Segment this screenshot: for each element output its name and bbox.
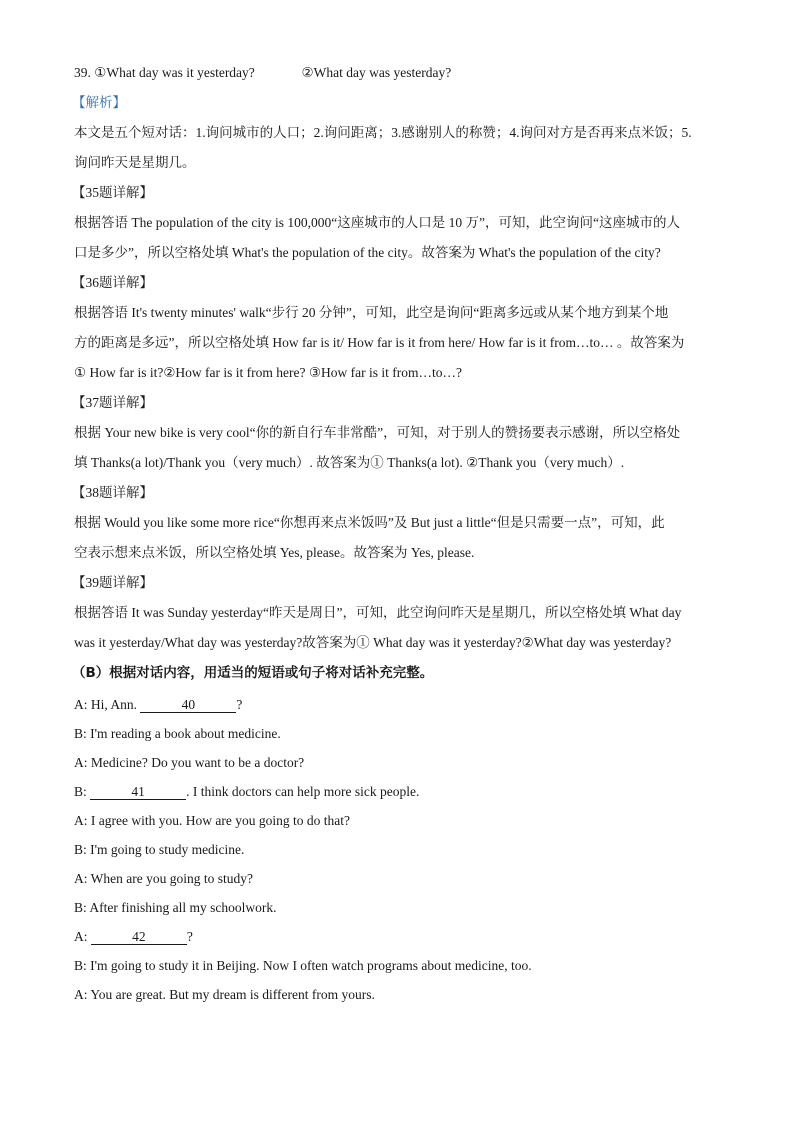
detail-39-line-1: 根据答语 It was Sunday yesterday“昨天是周日”，可知，此空询问昨天是星期几，所以空格处填 What day [74, 605, 682, 620]
summary-line-2: 询问昨天是星期几。 [74, 155, 196, 170]
detail-35-line-1: 根据答语 The population of the city is 100,000“这座城市的人口是 10 万”，可知，此空询问“这座城市的人 [74, 215, 680, 230]
answer-option-2: ②What day was yesterday? [301, 65, 452, 80]
analysis-label: 【解析】 [72, 95, 126, 110]
detail-37-line-1: 根据 Your new bike is very cool“你的新自行车非常酷”，可知，对于别人的赞扬要表示感谢，所以空格处 [74, 425, 681, 440]
blank-41: 41 [90, 784, 186, 800]
dialogue-line-2: B: I'm reading a book about medicine. [74, 726, 281, 741]
detail-38-heading: 【38题详解】 [72, 485, 153, 500]
detail-38-line-1: 根据 Would you like some more rice“你想再来点米饭吗”及 But just a little“但是只需要一点”，可知，此 [74, 515, 665, 530]
blank-42: 42 [91, 929, 187, 945]
dialogue-line-10: B: I'm going to study it in Beijing. Now I often watch programs about medicine, too. [74, 958, 532, 973]
summary-line-1: 本文是五个短对话：1.询问城市的人口；2.询问距离；3.感谢别人的称赞；4.询问对方是否再来点米饭；5. [74, 125, 692, 140]
detail-39-heading: 【39题详解】 [72, 575, 153, 590]
detail-36-line-3: ① How far is it?②How far is it from here? ③How far is it from…to…? [74, 365, 462, 380]
answer-option-1: ①What day was it yesterday? [94, 65, 255, 80]
dialogue-line-6: B: I'm going to study medicine. [74, 842, 245, 857]
dialogue-line-11: A: You are great. But my dream is different from yours. [74, 987, 375, 1002]
detail-37-heading: 【37题详解】 [72, 395, 153, 410]
detail-36-heading: 【36题详解】 [72, 275, 153, 290]
dialogue-line-7: A: When are you going to study? [74, 871, 253, 886]
question-number: 39. [74, 65, 91, 80]
detail-37-line-2: 填 Thanks(a lot)/Thank you（very much）. 故答案为① Thanks(a lot). ②Thank you（very much）. [74, 455, 625, 470]
dialogue-line-1: A: Hi, Ann. 40 ? [74, 697, 243, 712]
dialogue-line-5: A: I agree with you. How are you going to do that? [74, 813, 350, 828]
dialogue-line-8: B: After finishing all my schoolwork. [74, 900, 277, 915]
dialogue-line-9: A: 42 ? [74, 929, 193, 944]
detail-35-heading: 【35题详解】 [72, 185, 153, 200]
q39-answer-line [74, 64, 451, 82]
section-b-title: （B）根据对话内容，用适当的短语或句子将对话补充完整。 [72, 665, 434, 681]
detail-39-line-2: was it yesterday/What day was yesterday?故答案为① What day was it yesterday?②What day was yesterday? [74, 635, 672, 650]
detail-38-line-2: 空表示想来点米饭，所以空格处填 Yes, please。故答案为 Yes, please. [74, 545, 475, 560]
detail-36-line-2: 方的距离是多远”，所以空格处填 How far is it/ How far is it from here/ How far is it from…to… 。故答案为 [74, 335, 685, 350]
detail-36-line-1: 根据答语 It's twenty minutes' walk“步行 20 分钟”，可知，此空是询问“距离多远或从某个地方到某个地 [74, 305, 669, 320]
detail-35-line-2: 口是多少”，所以空格处填 What's the population of the city。故答案为 What's the population of the city? [74, 245, 661, 260]
dialogue-line-4: B: 41 . I think doctors can help more sick people. [74, 784, 420, 799]
dialogue-line-3: A: Medicine? Do you want to be a doctor? [74, 755, 305, 770]
blank-40: 40 [140, 697, 236, 713]
